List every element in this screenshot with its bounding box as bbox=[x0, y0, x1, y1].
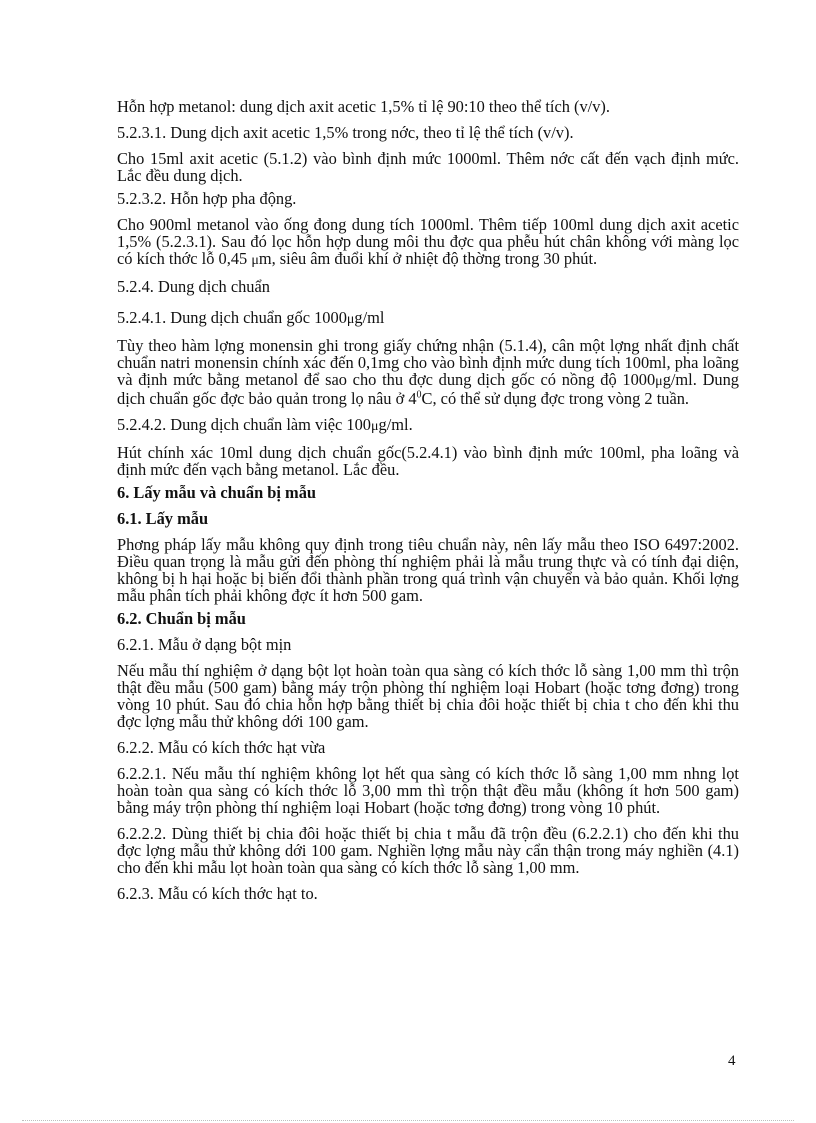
paragraph: Hỗn hợp metanol: dung dịch axit acetic 1,5% tỉ lệ 90:10 theo thể tích (v/v). bbox=[117, 97, 610, 116]
paragraph: 6.2.2.2. Dùng thiết bị chia đôi hoặc thiết bị chia t mẫu đã trộn đều (6.2.2.1) cho đến khi thu đợc lợng mẫu thử không dới 100 gam. Nghiền lợng mẫu này cẩn thận trong máy nghiền (4.1) cho đến khi mẫu lọt hoàn toàn qua sàng có kích thớc lỗ sàng 1,00 mm. bbox=[117, 824, 739, 877]
paragraph: 6.2.2.1. Nếu mẫu thí nghiệm không lọt hết qua sàng có kích thớc lỗ sàng 1,00 mm nhng lọt hoàn toàn qua sàng có kích thớc lỗ 3,00 mm thì trộn thật đều mẫu (không ít hơn 500 gam) bằng máy trộn phòng thí nghiệm loại Hobart (hoặc tơng đơng) trong vòng 10 phút. bbox=[117, 764, 739, 817]
paragraph: Cho 900ml metanol vào ống đong dung tích 1000ml. Thêm tiếp 100ml dung dịch axit acetic 1,5% (5.2.3.1). Sau đó lọc hỗn hợp dung môi thu đợc qua phễu hút chân không với màng lọc có kích thớc lỗ 0,45 μm, siêu âm đuổi khí ở nhiệt độ thờng trong 30 phút. bbox=[117, 215, 739, 268]
section-5-2-3-1: 5.2.3.1. Dung dịch axit acetic 1,5% trong nớc, theo tỉ lệ thể tích (v/v). bbox=[117, 123, 574, 142]
paragraph: Tùy theo hàm lợng monensin ghi trong giấy chứng nhận (5.1.4), cân một lợng nhất định chất chuẩn natri monensin chính xác đến 0,1mg cho vào bình định mức dung tích 100ml, pha loãng và định mức bằng metanol để sao cho thu đợc dung dịch gốc có nồng độ 1000μg/ml. Dung dịch chuẩn gốc đợc bảo quản trong lọ nâu ở $4^0C$, có thể sử dụng đợc trong vòng 2 tuần. bbox=[117, 336, 739, 408]
section-5-2-3-2: 5.2.3.2. Hỗn hợp pha động. bbox=[117, 189, 297, 208]
paragraph: Phơng pháp lấy mẫu không quy định trong tiêu chuẩn này, nên lấy mẫu theo ISO 6497:2002. Điều quan trọng là mẫu gửi đến phòng thí nghiệm phải là mẫu trung thực và có tính đại diện, không bị h hại hoặc bị biến đổi thành phần trong quá trình vận chuyển và bảo quản. Khối lợng mẫu phân tích phải không đợc ít hơn 500 gam. bbox=[117, 535, 739, 605]
page-number: 4 bbox=[728, 1053, 736, 1069]
paragraph: Nếu mẫu thí nghiệm ở dạng bột lọt hoàn toàn qua sàng có kích thớc lỗ sàng 1,00 mm thì trộn thật đều mẫu (500 gam) bằng máy trộn phòng thí nghiệm loại Hobart (hoặc tơng đơng) trong vòng 10 phút. Sau đó chia hỗn hợp bằng thiết bị chia đôi hoặc thiết bị chia t cho đến khi thu đợc lợng mẫu thử không dới 100 gam. bbox=[117, 661, 739, 731]
heading-6-1: 6.1. Lấy mẫu bbox=[117, 509, 209, 528]
section-5-2-4-1: 5.2.4.1. Dung dịch chuẩn gốc 1000μg/ml bbox=[117, 308, 385, 327]
document-page bbox=[117, 98, 739, 911]
section-6-2-3: 6.2.3. Mẫu có kích thớc hạt to. bbox=[117, 884, 318, 903]
paragraph: Cho 15ml axit acetic (5.1.2) vào bình định mức 1000ml. Thêm nớc cất đến vạch định mức. Lắc đều dung dịch. bbox=[117, 149, 739, 185]
section-6-2-2: 6.2.2. Mẫu có kích thớc hạt vừa bbox=[117, 738, 326, 757]
heading-6-2: 6.2. Chuẩn bị mẫu bbox=[117, 609, 246, 628]
section-5-2-4: 5.2.4. Dung dịch chuẩn bbox=[117, 277, 270, 296]
section-5-2-4-2: 5.2.4.2. Dung dịch chuẩn làm việc 100μg/ml. bbox=[117, 415, 413, 434]
section-6-2-1: 6.2.1. Mẫu ở dạng bột mịn bbox=[117, 635, 292, 654]
paragraph: Hút chính xác 10ml dung dịch chuẩn gốc(5.2.4.1) vào bình định mức 100ml, pha loãng và định mức đến vạch bằng metanol. Lắc đều. bbox=[117, 443, 739, 479]
page-bottom-border bbox=[22, 1120, 794, 1121]
heading-6: 6. Lấy mẫu và chuẩn bị mẫu bbox=[117, 483, 317, 502]
